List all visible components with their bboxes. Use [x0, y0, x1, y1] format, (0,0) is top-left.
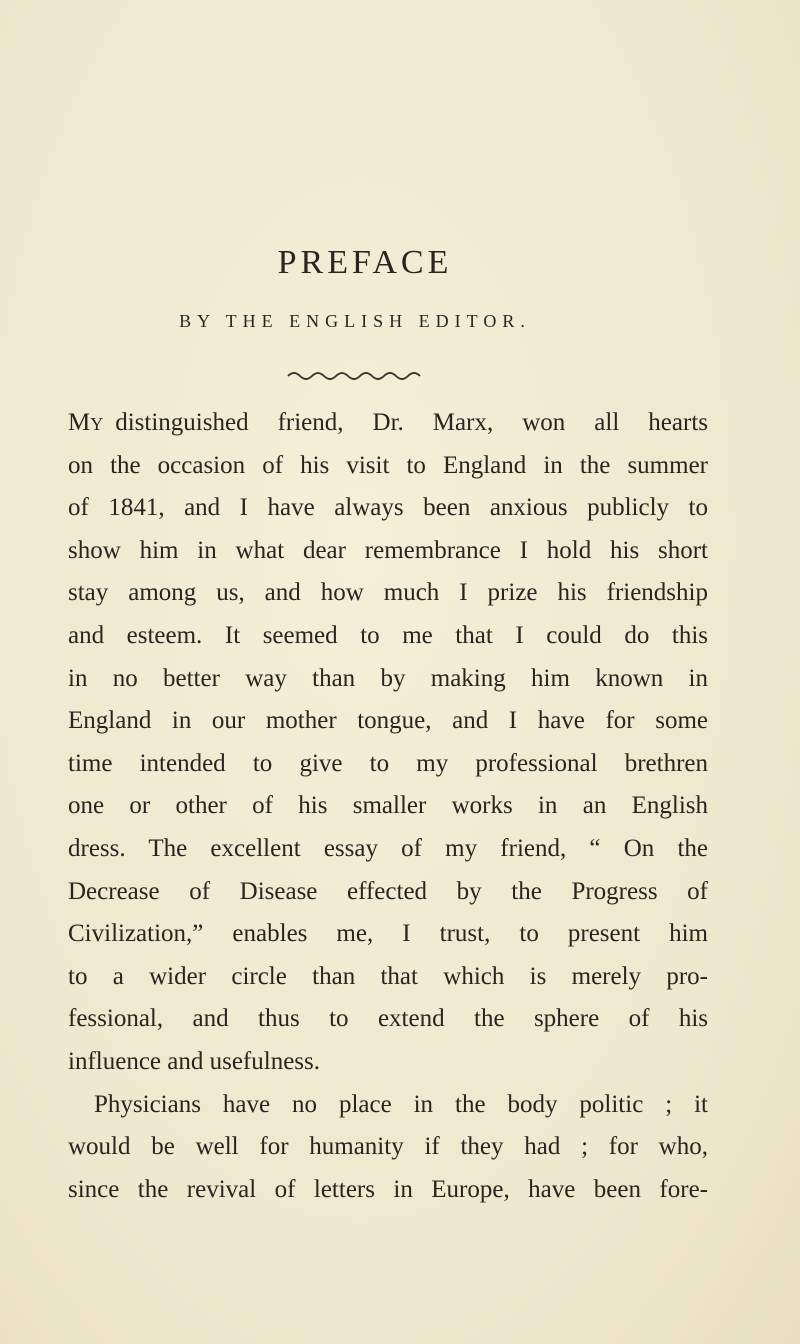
text-line — [68, 487, 708, 530]
text-line — [68, 572, 708, 615]
line-text — [115, 402, 708, 445]
paragraph-2 — [68, 1084, 708, 1212]
line-content: since the revival of letters in Europe, have been fore- — [68, 1175, 708, 1203]
line-content: stay among us, and how much I prize his friendship — [68, 579, 708, 607]
line-content: one or other of his smaller works in an English — [68, 792, 708, 820]
line-content: Physicians have no place in the body politic ; it — [94, 1090, 708, 1118]
text-line — [68, 1126, 708, 1169]
text-line — [68, 1169, 708, 1212]
line-content: on the occasion of his visit to England in the summer — [68, 451, 708, 479]
text-line — [68, 700, 708, 743]
preface-body — [68, 402, 708, 1211]
paragraph-1 — [68, 402, 708, 1084]
line-content: dress. The excellent essay of my friend, “ On the — [68, 834, 708, 862]
line-content: show him in what dear remembrance I hold his short — [68, 536, 708, 564]
line-content: England in our mother tongue, and I have for some — [68, 707, 708, 735]
text-line — [68, 743, 708, 786]
line-content: time intended to give to my professional brethren — [68, 749, 708, 777]
text-line — [68, 530, 708, 573]
text-line — [68, 871, 708, 914]
line-content: Decrease of Disease effected by the Progress of — [68, 877, 708, 905]
line-content: influence and usefulness. — [68, 1047, 321, 1075]
text-line — [68, 956, 708, 999]
line-content: of 1841, and I have always been anxious publicly to — [68, 494, 708, 522]
page-subtitle: BY THE ENGLISH EDITOR. — [179, 311, 531, 331]
line-content: to a wider circle than that which is merely pro- — [68, 962, 708, 990]
line-content: in no better way than by making him known in — [68, 664, 708, 692]
text-line — [68, 785, 708, 828]
line-content: fessional, and thus to extend the sphere of his — [68, 1005, 708, 1033]
line-content: and esteem. It seemed to me that I could do this — [68, 621, 708, 649]
text-line — [68, 828, 708, 871]
text-line — [68, 998, 708, 1041]
wavy-rule-ornament — [286, 368, 426, 384]
line-content: would be well for humanity if they had ; for who, — [68, 1133, 708, 1161]
text-line — [68, 913, 708, 956]
line-content: Civilization,” enables me, I trust, to present him — [68, 920, 708, 948]
text-line — [68, 445, 708, 488]
text-line — [68, 615, 708, 658]
line-content: distinguished friend, Dr. Marx, won all hearts — [115, 409, 708, 436]
text-line — [68, 1084, 708, 1127]
first-word: My — [68, 409, 104, 436]
text-line — [68, 402, 708, 445]
text-line — [68, 658, 708, 701]
text-line — [68, 1041, 708, 1084]
page-title: PREFACE — [277, 244, 453, 281]
